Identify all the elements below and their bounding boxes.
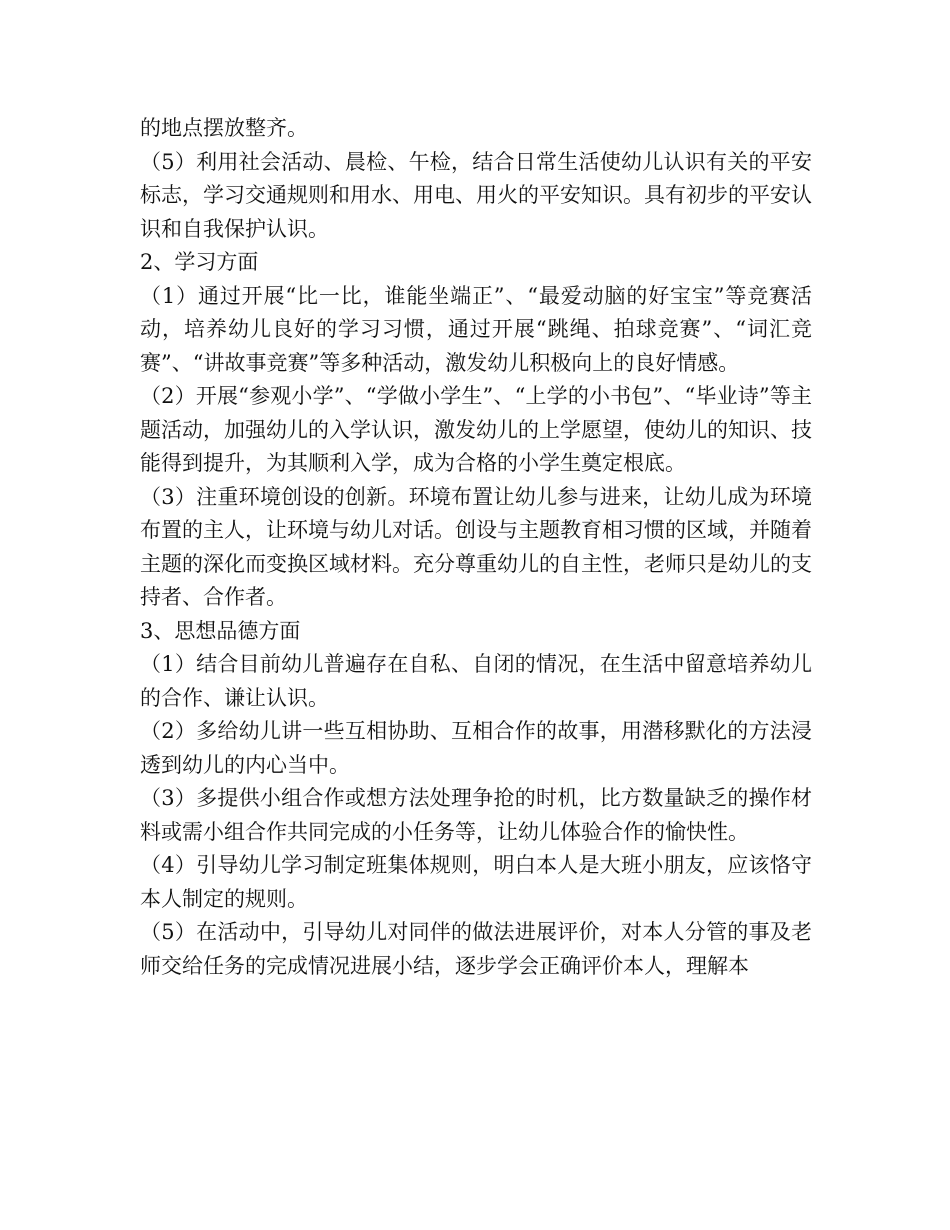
section-heading-morality: 3、思想品德方面 bbox=[140, 618, 301, 643]
paragraph-learning-1: （1）通过开展“比一比，谁能坐端正”、“最爱动脑的好宝宝”等竞赛活动，培养幼儿良好的学习习惯，通过开展“跳绳、拍球竞赛”、“词汇竞赛”、“讲故事竞赛”等多种活动，激发幼儿积极向上的良好情感。 bbox=[140, 283, 812, 375]
paragraph-morality-2: （2）多给幼儿讲一些互相协助、互相合作的故事，用潜移默化的方法浸透到幼儿的内心当中。 bbox=[140, 719, 812, 777]
paragraph-continuation: 的地点摆放整齐。 bbox=[140, 116, 308, 140]
section-heading-learning: 2、学习方面 bbox=[140, 250, 259, 274]
paragraph-morality-3: （3）多提供小组合作或想方法处理争抢的时机，比方数量缺乏的操作材料或需小组合作共同完成的小任务等，让幼儿体验合作的愉快性。 bbox=[140, 786, 812, 844]
paragraph-morality-4: （4）引导幼儿学习制定班集体规则，明白本人是大班小朋友，应该恪守本人制定的规则。 bbox=[140, 853, 812, 911]
paragraph-safety-signs: （5）利用社会活动、晨检、午检，结合日常生活使幼儿认识有关的平安标志，学习交通规则和用水、用电、用火的平安知识。具有初步的平安认识和自我保护认识。 bbox=[140, 149, 812, 241]
paragraph-learning-2: （2）开展“参观小学”、“学做小学生”、“上学的小书包”、“毕业诗”等主题活动，加强幼儿的入学认识，激发幼儿的上学愿望，使幼儿的知识、技能得到提升，为其顺利入学，成为合格的小学生奠定根底。 bbox=[140, 384, 812, 475]
document-body bbox=[140, 112, 812, 983]
paragraph-morality-5: （5）在活动中，引导幼儿对同伴的做法进展评价，对本人分管的事及老师交给任务的完成情况进展小结，逐步学会正确评价本人，理解本 bbox=[140, 920, 812, 978]
paragraph-learning-3: （3）注重环境创设的创新。环境布置让幼儿参与进来，让幼儿成为环境布置的主人，让环境与幼儿对话。创设与主题教育相习惯的区域，并随着主题的深化而变换区域材料。充分尊重幼儿的自主性，老师只是幼儿的支持者、合作者。 bbox=[140, 484, 812, 609]
paragraph-morality-1: （1）结合目前幼儿普遍存在自私、自闭的情况，在生活中留意培养幼儿的合作、谦让认识。 bbox=[140, 652, 812, 710]
